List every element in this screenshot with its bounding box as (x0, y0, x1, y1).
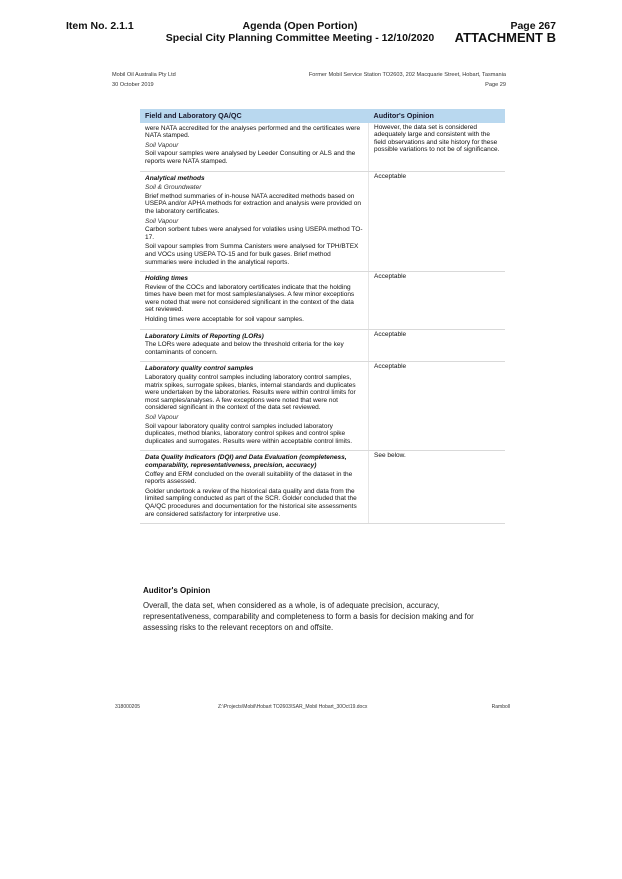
table-row (140, 171, 505, 272)
row-title: Analytical methods (145, 174, 205, 182)
item-number: Item No. 2.1.1 (66, 20, 134, 32)
row-detail (140, 272, 369, 330)
page-header (455, 20, 556, 44)
row-text: Soil vapour laboratory quality control samples included laboratory duplicates, method blanks, laboratory control spikes and control spike duplicates and surrogates. Results were within acceptable control limits. (145, 422, 353, 445)
row-text: Coffey and ERM concluded on the overall suitability of the dataset in the reports assessed. (145, 470, 353, 486)
attachment-label: ATTACHMENT B (454, 30, 556, 45)
qaqc-table (140, 109, 505, 524)
footer-ref: 318000205 (115, 704, 141, 710)
page-number: Page 267 (510, 20, 556, 32)
table-header-row (140, 109, 505, 123)
row-text: Carbon sorbent tubes were analysed for volatiles using USEPA method TO- 17. (145, 226, 363, 241)
table-row (140, 451, 505, 524)
table-row (140, 362, 505, 451)
row-opinion: Acceptable (369, 362, 506, 451)
row-title: Laboratory Limits of Reporting (LORs) (145, 332, 264, 340)
row-subheading: Soil Vapour (145, 141, 179, 149)
doc-meta-right (309, 70, 506, 90)
row-text: Soil vapour samples were analysed by Leeder Consulting or ALS and the reports were NATA stamped. (145, 150, 356, 165)
row-text: Brief method summaries of in-house NATA accredited methods based on USEPA and/or APHA methods for extraction and analysis were provided on the laboratory certificates. (145, 192, 361, 215)
row-text: Golder undertook a review of the historical data quality and data from the limited sampling conducted as part of the SCR. Golder concluded that the QA/QC procedures and documentation for the historical site assessments are considered satisfactory for interpretive use. (145, 487, 357, 518)
row-text: were NATA accredited for the analyses performed and the certificates were NATA stamped. (145, 124, 361, 140)
row-detail (140, 171, 369, 272)
row-detail (140, 451, 369, 524)
footer-path: Z:\Projects\Mobil\Hobart TO2603\SAR_Mobil Hobart_30Oct19.docx (218, 704, 368, 710)
row-subheading: Soil Vapour (145, 414, 179, 421)
row-text: Laboratory quality control samples including laboratory control samples, matrix spikes, surrogate spikes, blanks, internal standards and duplicates were undertaken by the laboratories. Results were within control limits for most samples/analyses. A few exceptions were noted that were not considered significant in the context of the data set reviewed. (145, 374, 356, 412)
row-text: The LORs were adequate and below the threshold criteria for the key contaminants of concern. (145, 341, 344, 356)
site-name: Former Mobil Service Station TO2603, 202 Macquarie Street, Hobart, Tasmania (308, 72, 506, 78)
table-row (140, 329, 505, 362)
table-row (140, 123, 505, 171)
opinion-heading: Auditor's Opinion (143, 586, 211, 595)
table-row (140, 272, 505, 330)
opinion-paragraph: Overall, the data set, when considered as a whole, is of adequate precision, accuracy, representativeness, comparability and completeness to form a basis for decision making and for assessing risks to the relevant receptors on and offsite. (143, 601, 474, 633)
row-opinion: Acceptable (369, 171, 506, 272)
row-opinion: Acceptable (369, 272, 506, 330)
col-header-qaqc: Field and Laboratory QA/QC (140, 109, 369, 123)
row-text: Soil vapour samples from Summa Canisters were analysed for TPH/BTEX and VOCs using USEPA TO-15 and for bulk gases. Brief method summaries were included in the analytical reports. (145, 243, 359, 266)
doc-meta-left (112, 70, 176, 90)
row-subheading: Soil Vapour (145, 217, 179, 225)
row-subheading: Soil & Groundwater (145, 184, 202, 192)
agenda-header (150, 20, 450, 44)
col-header-opinion: Auditor's Opinion (369, 109, 506, 123)
row-title: Data Quality Indicators (DQI) and Data Evaluation (completeness, comparability, representativeness, precision, accuracy) (145, 454, 347, 469)
doc-page: Page 29 (485, 82, 506, 88)
row-text: Holding times were acceptable for soil vapour samples. (145, 316, 304, 324)
company-name: Mobil Oil Australia Pty Ltd (112, 72, 176, 78)
row-detail (140, 329, 369, 362)
row-detail (140, 362, 369, 451)
row-title: Laboratory quality control samples (145, 365, 254, 373)
row-opinion: However, the data set is considered adequately large and consistent with the field observations and site history for these possible variations to not be of significance. (369, 123, 506, 171)
agenda-title: Agenda (Open Portion) (242, 20, 358, 32)
footer-brand: Ramboll (491, 704, 510, 710)
row-opinion: Acceptable (369, 329, 506, 362)
meeting-title: Special City Planning Committee Meeting - 12/10/2020 (165, 32, 435, 44)
doc-date: 30 October 2019 (112, 82, 154, 88)
row-title: Holding times (145, 275, 188, 283)
row-detail (140, 123, 369, 171)
row-opinion: See below. (369, 451, 506, 524)
row-text: Review of the COCs and laboratory certificates indicate that the holding times have been met for most samples/analyses. A few minor exceptions were noted that were not considered significant in the context of the data set reviewed. (145, 283, 355, 314)
